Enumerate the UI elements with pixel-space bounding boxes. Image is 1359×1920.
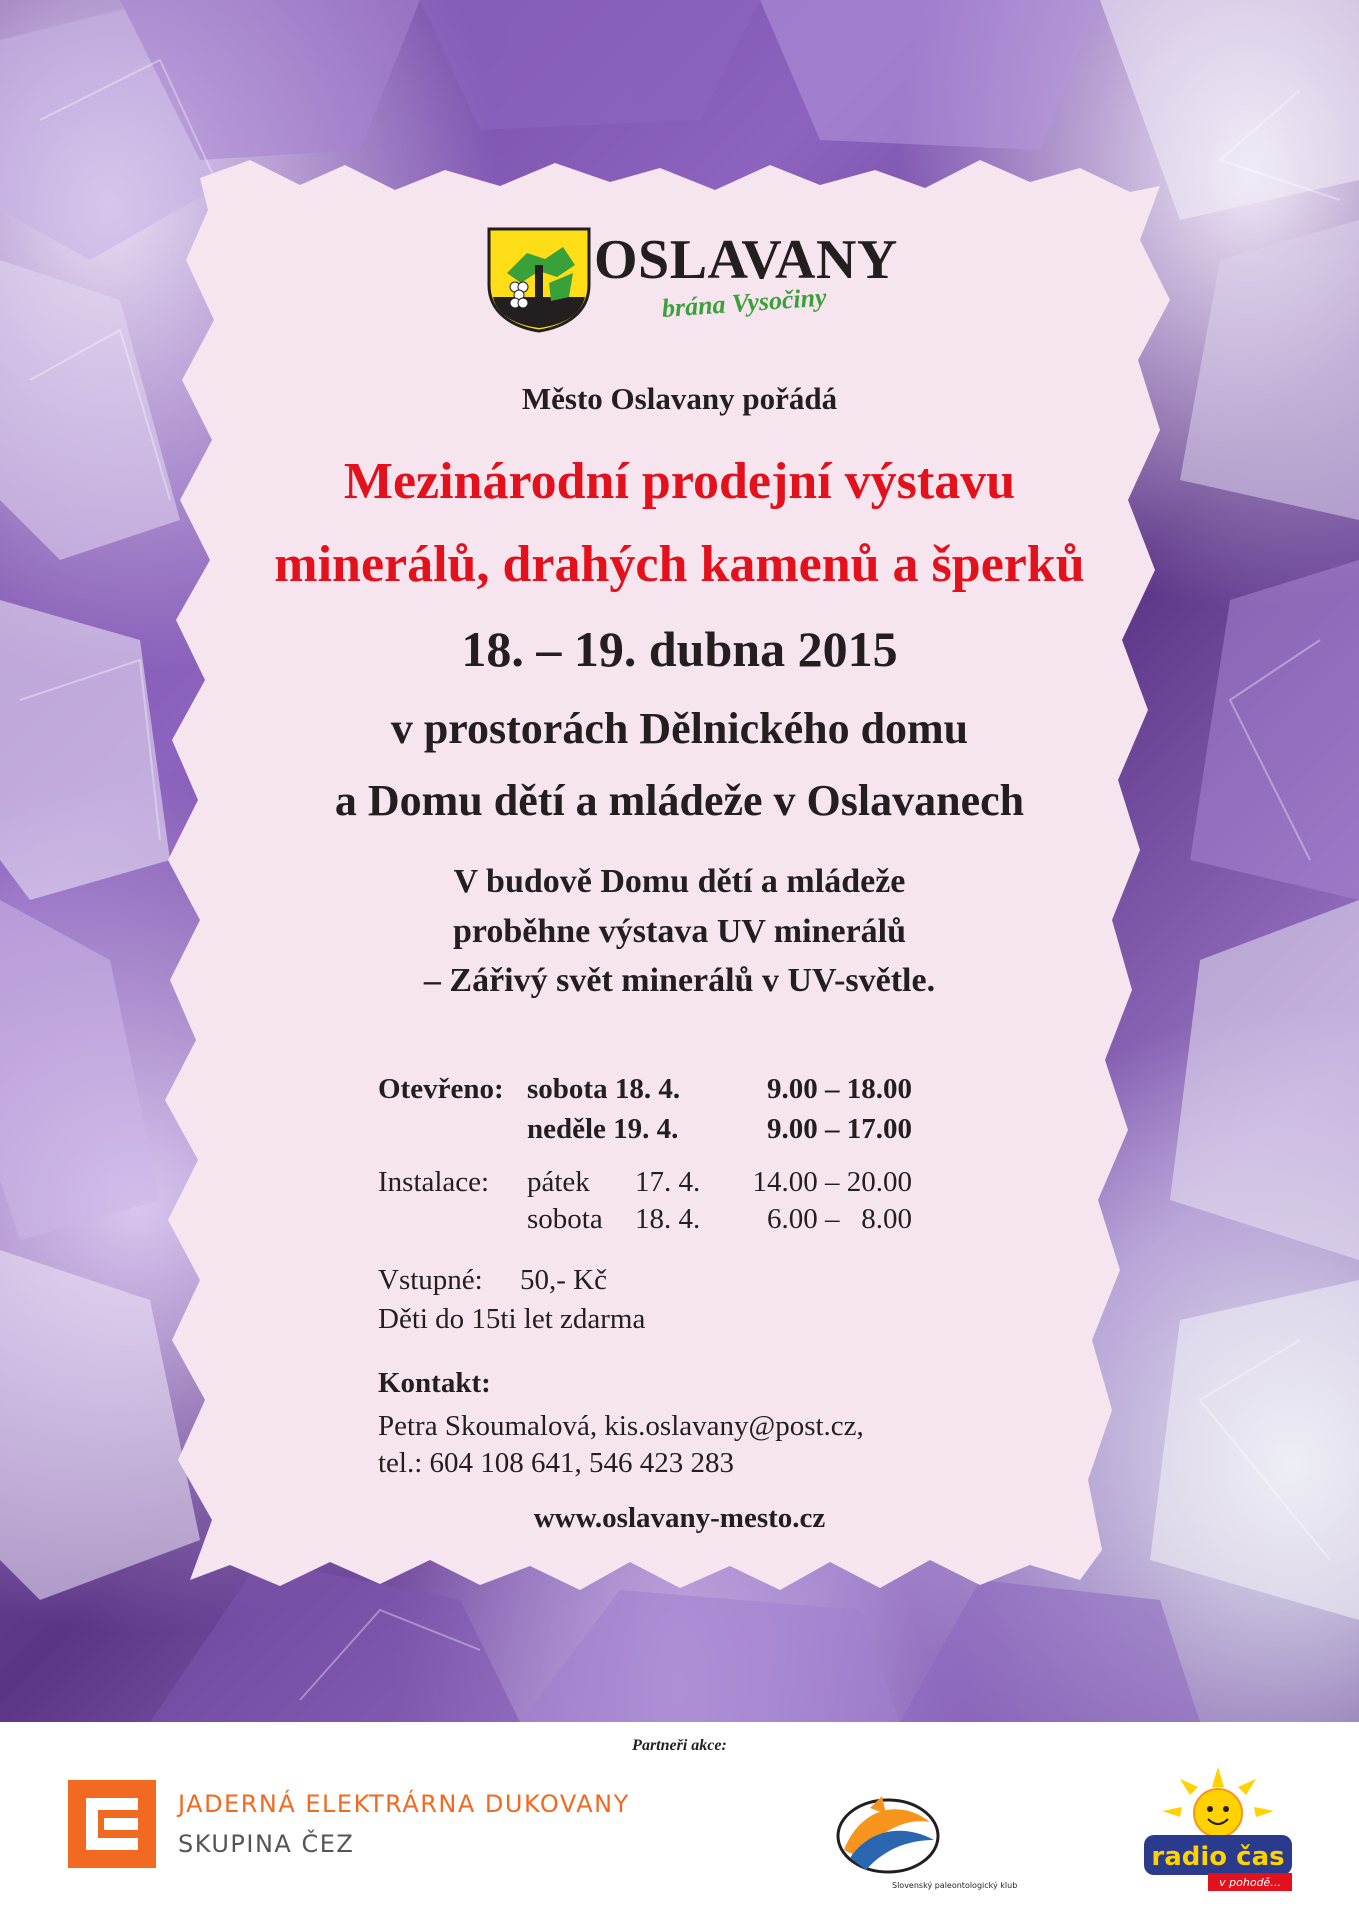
cez-line-1: JADERNÁ ELEKTRÁRNA DUKOVANY <box>178 1790 630 1818</box>
event-title-line-1: Mezinárodní prodejní výstavu <box>343 453 1016 510</box>
website-link[interactable]: www.oslavany-mesto.cz <box>533 1502 826 1534</box>
admission-price: 50,- Kč <box>520 1264 607 1296</box>
cez-logo-icon <box>68 1780 156 1868</box>
contact-heading: Kontakt: <box>378 1367 491 1399</box>
oslavany-coat-of-arms-icon <box>485 225 593 333</box>
event-title-line-2: minerálů, drahých kamenů a šperků <box>274 536 1085 593</box>
installation-day: pátek <box>527 1166 590 1198</box>
admission-label: Vstupné: <box>378 1264 483 1296</box>
paleontology-club-logo-icon <box>830 1788 1030 1898</box>
opening-label: Otevřeno: <box>378 1073 504 1105</box>
installation-date: 18. 4. <box>635 1203 701 1235</box>
organizer-line: Město Oslavany pořádá <box>521 381 838 416</box>
contact-line-1: Petra Skoumalová, kis.oslavany@post.cz, <box>378 1410 864 1442</box>
uv-info-line-2: proběhne výstava UV minerálů <box>452 913 907 950</box>
opening-hours-value: 9.00 – 17.00 <box>767 1113 912 1145</box>
installation-day: sobota <box>527 1203 603 1235</box>
uv-info-line-3: – Zářivý svět minerálů v UV-světle. <box>423 962 936 999</box>
uv-info-line-1: V budově Domu dětí a mládeže <box>453 863 906 900</box>
radio-cas-slogan: v pohodě... <box>1219 1876 1281 1889</box>
brand-tagline: brána Vysočiny <box>660 282 828 323</box>
installation-hours-value: 14.00 – 20.00 <box>752 1166 912 1198</box>
venue-line-2: a Domu dětí a mládeže v Oslavanech <box>334 776 1025 825</box>
contact-line-2: tel.: 604 108 641, 546 423 283 <box>378 1447 735 1479</box>
paleontology-club-name: Slovenský paleontologický klub <box>892 1881 1018 1890</box>
event-dates: 18. – 19. dubna 2015 <box>461 621 898 677</box>
opening-day: sobota 18. 4. <box>527 1073 681 1105</box>
installation-hours-value: 6.00 – 8.00 <box>767 1203 912 1235</box>
venue-line-1: v prostorách Dělnického domu <box>390 704 969 753</box>
opening-day: neděle 19. 4. <box>527 1113 679 1145</box>
brand-name: OSLAVANY <box>594 229 898 291</box>
radio-cas-name: radio čas <box>1151 1842 1285 1872</box>
opening-hours-value: 9.00 – 18.00 <box>767 1073 912 1105</box>
installation-label: Instalace: <box>378 1166 490 1198</box>
installation-date: 17. 4. <box>635 1166 701 1198</box>
admission-children: Děti do 15ti let zdarma <box>378 1303 646 1335</box>
partners-label: Partneři akce: <box>632 1737 727 1754</box>
radio-cas-logo-icon <box>1138 1765 1298 1895</box>
cez-line-2: SKUPINA ČEZ <box>178 1830 355 1858</box>
